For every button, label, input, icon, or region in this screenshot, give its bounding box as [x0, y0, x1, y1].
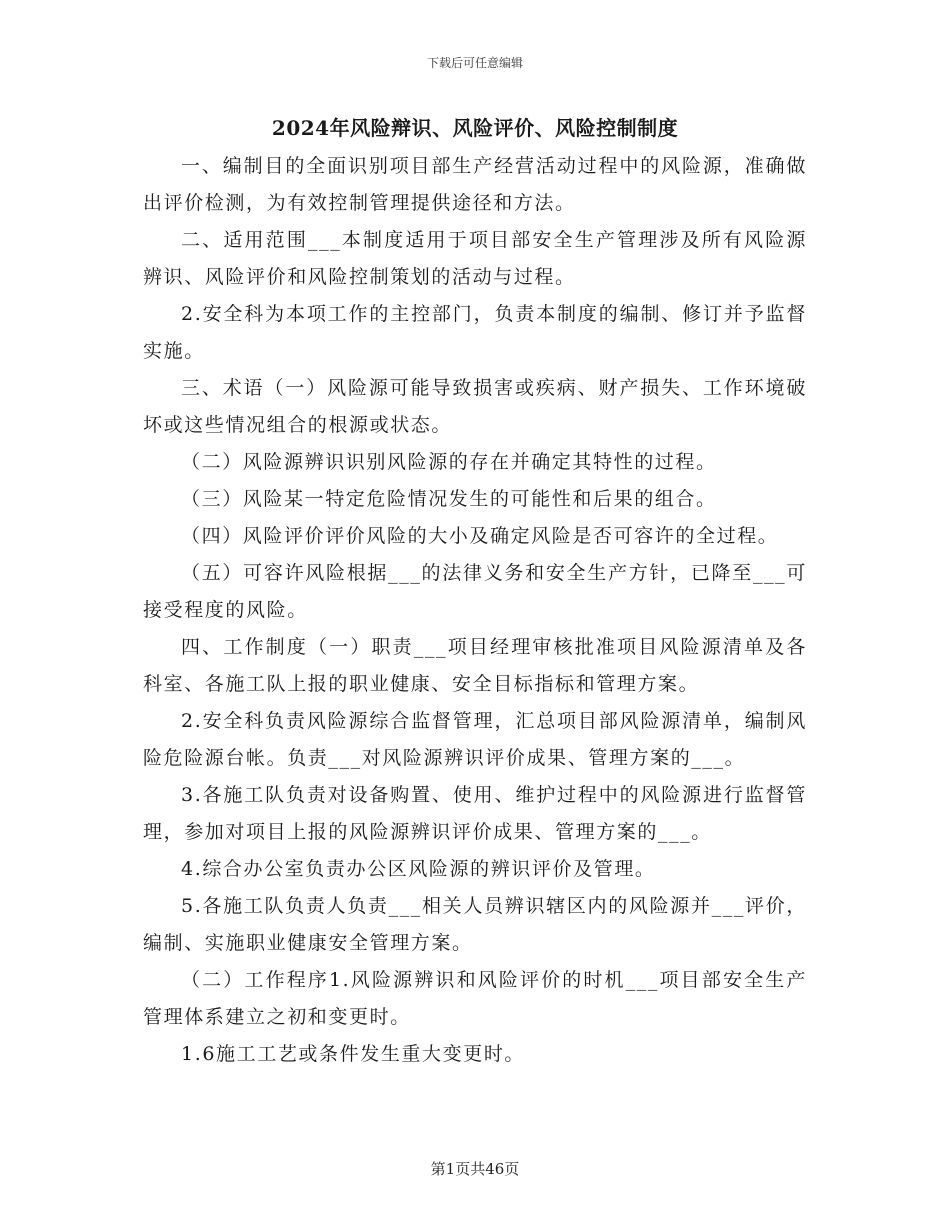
header-note: 下载后可任意编辑	[426, 56, 523, 70]
paragraph-scope: 二、适用范围___本制度适用于项目部安全生产管理涉及所有风险源辨识、风险评价和风险控制策划的活动与过程。	[143, 229, 807, 288]
paragraph-process-change: 1.6施工工艺或条件发生重大变更时。	[181, 1043, 526, 1065]
paragraph-department: 2.安全科为本项工作的主控部门，负责本制度的编制、修订并予监督实施。	[143, 303, 807, 362]
paragraph-term-tolerable: （五）可容许风险根据___的法律义务和安全生产方针，已降至___可接受程度的风险。	[143, 562, 807, 621]
paragraph-team-leaders: 5.各施工队负责人负责___相关人员辨识辖区内的风险源并___评价，编制、实施职业健康安全管理方案。	[143, 895, 807, 954]
paragraph-procedure: （二）工作程序1.风险源辨识和风险评价的时机___项目部安全生产管理体系建立之初和变更时。	[143, 969, 807, 1028]
paragraph-term-identification: （二）风险源辨识识别风险源的存在并确定其特性的过程。	[181, 451, 717, 473]
paragraph-terms: 三、术语（一）风险源可能导致损害或疾病、财产损失、工作环境破坏或这些情况组合的根源或状态。	[143, 377, 807, 436]
paragraph-office: 4.综合办公室负责办公区风险源的辨识评价及管理。	[181, 858, 656, 880]
paragraph-construction-teams: 3.各施工队负责对设备购置、使用、维护过程中的风险源进行监督管理，参加对项目上报的风险源辨识评价成果、管理方案的___。	[143, 784, 807, 843]
paragraph-term-evaluation: （四）风险评价评价风险的大小及确定风险是否可容许的全过程。	[181, 525, 779, 547]
paragraph-responsibilities: 四、工作制度（一）职责___项目经理审核批准项目风险源清单及各科室、各施工队上报的职业健康、安全目标指标和管理方案。	[143, 636, 807, 695]
paragraph-purpose: 一、编制目的全面识别项目部生产经营活动过程中的风险源，准确做出评价检测，为有效控制管理提供途径和方法。	[143, 155, 807, 214]
paragraph-term-risk: （三）风险某一特定危险情况发生的可能性和后果的组合。	[181, 488, 717, 510]
page-number: 第1页共46页	[430, 1160, 520, 1178]
document-title: 2024年风险辩识、风险评价、风险控制制度	[271, 116, 679, 140]
document-body	[143, 148, 807, 1073]
paragraph-safety-dept: 2.安全科负责风险源综合监督管理，汇总项目部风险源清单，编制风险危险源台帐。负责___对风险源辨识评价成果、管理方案的___。	[143, 710, 807, 769]
